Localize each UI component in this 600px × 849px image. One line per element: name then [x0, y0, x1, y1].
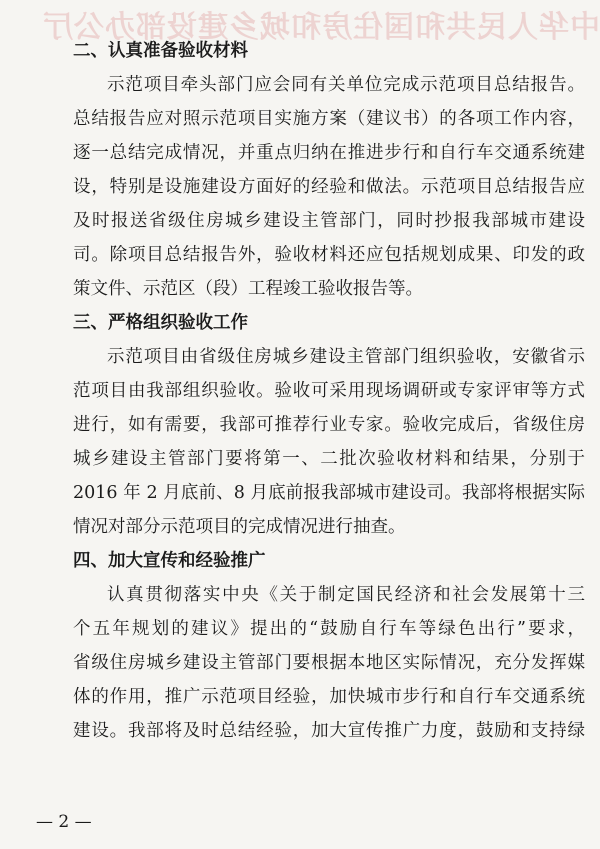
paragraph-line: 情况对部分示范项目的完成情况进行抽查。	[73, 517, 406, 537]
paragraph-line: 体的作用，推广示范项目经验，加快城市步行和自行车交通系统	[73, 687, 585, 707]
section-heading: 三、严格组织验收工作	[73, 313, 248, 333]
section-heading: 二、认真准备验收材料	[73, 41, 248, 61]
bleed-through-watermark: 中华人民共和国住房和城乡建设部办公厅	[42, 10, 600, 45]
paragraph-line: 示范项目由省级住房城乡建设主管部门组织验收，安徽省示	[107, 347, 585, 367]
paragraph-line: 示范项目牵头部门应会同有关单位完成示范项目总结报告。	[107, 75, 585, 95]
section-heading: 四、加大宣传和经验推广	[73, 551, 266, 571]
paragraph-line: 认真贯彻落实中央《关于制定国民经济和社会发展第十三	[107, 585, 585, 605]
paragraph-line: 设，特别是设施建设方面好的经验和做法。示范项目总结报告应	[73, 177, 585, 197]
paragraph-line: 总结报告应对照示范项目实施方案（建议书）的各项工作内容，	[73, 109, 585, 129]
paragraph-line: 进行，如有需要，我部可推荐行业专家。验收完成后，省级住房	[73, 415, 585, 435]
paragraph-line: 城乡建设主管部门要将第一、二批次验收材料和结果，分别于	[73, 449, 585, 469]
document-body	[73, 34, 585, 748]
page-number: — 2 —	[36, 812, 92, 832]
paragraph-line: 范项目由我部组织验收。验收可采用现场调研或专家评审等方式	[73, 381, 585, 401]
paragraph-line: 2016 年 2 月底前、8 月底前报我部城市建设司。我部将根据实际	[73, 483, 585, 503]
paragraph-line: 策文件、示范区（段）工程竣工验收报告等。	[73, 279, 423, 299]
paragraph-line: 及时报送省级住房城乡建设主管部门，同时抄报我部城市建设	[73, 211, 585, 231]
paragraph-line: 省级住房城乡建设主管部门要根据本地区实际情况，充分发挥媒	[73, 653, 585, 673]
paragraph-line: 个五年规划的建议》提出的“鼓励自行车等绿色出行”要求，	[73, 619, 585, 639]
paragraph-line: 建设。我部将及时总结经验，加大宣传推广力度，鼓励和支持绿	[73, 721, 585, 741]
paragraph-line: 司。除项目总结报告外，验收材料还应包括规划成果、印发的政	[73, 245, 585, 265]
paragraph-line: 逐一总结完成情况，并重点归纳在推进步行和自行车交通系统建	[73, 143, 585, 163]
